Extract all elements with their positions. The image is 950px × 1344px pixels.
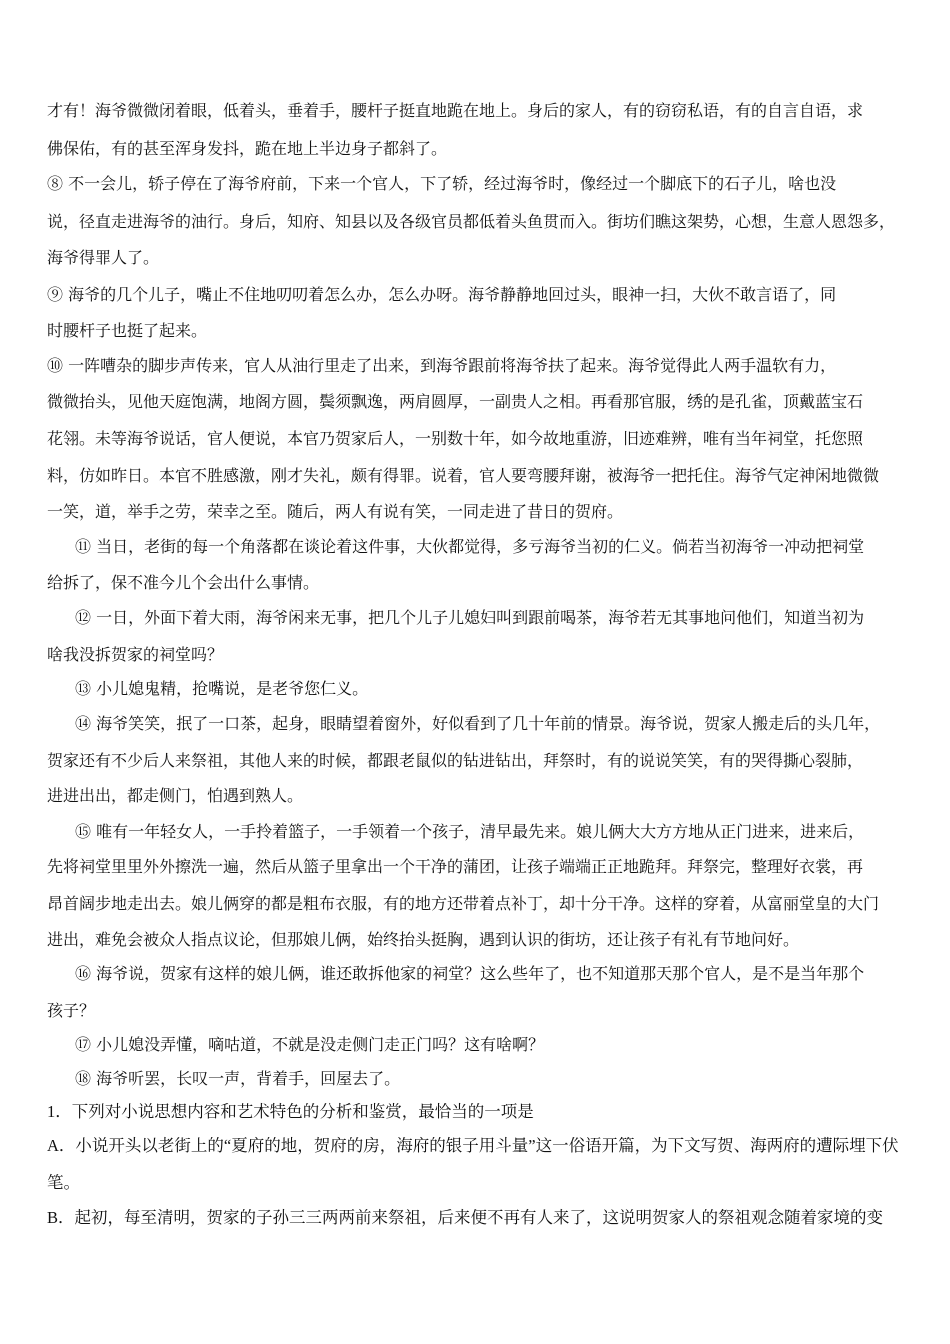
paragraph-8-start: ⑧ 不一会儿，轿子停在了海爷府前，下来一个官人，下了轿，经过海爷时，像经过一个脚底下的石子儿，啥也没 xyxy=(47,174,837,193)
text-line: 啥我没拆贺家的祠堂吗？ xyxy=(47,645,224,664)
paragraph-11-start: ⑪ 当日，老街的每一个角落都在谈论着这件事，大伙都觉得，多亏海爷当初的仁义。倘若当初海爷一冲动把祠堂 xyxy=(75,537,865,556)
paragraph-12-start: ⑫ 一日，外面下着大雨，海爷闲来无事，把几个儿子儿媳妇叫到跟前喝茶，海爷若无其事地问他们，知道当初为 xyxy=(75,608,865,627)
paragraph-14-start: ⑭ 海爷笑笑，抿了一口茶，起身，眼睛望着窗外，好似看到了几十年前的情景。海爷说，贺家人搬走后的头几年， xyxy=(75,714,881,733)
paragraph-10-start: ⑩ 一阵嘈杂的脚步声传来，官人从油行里走了出来，到海爷跟前将海爷扶了起来。海爷觉得此人两手温软有力， xyxy=(47,356,837,375)
paragraph-9-start: ⑨ 海爷的几个儿子，嘴止不住地叨叨着怎么办，怎么办呀。海爷静静地回过头，眼神一扫，大伙不敢言语了，同 xyxy=(47,285,837,304)
option-b: B．起初，每至清明，贺家的子孙三三两两前来祭祖，后来便不再有人来了，这说明贺家人的祭祖观念随着家境的变 xyxy=(47,1208,884,1227)
text-line: 进进出出，都走侧门，怕遇到熟人。 xyxy=(47,786,304,805)
question-1-stem: 1．下列对小说思想内容和艺术特色的分析和鉴赏，最恰当的一项是 xyxy=(47,1102,534,1121)
paragraph-15-start: ⑮ 唯有一年轻女人，一手拎着篮子，一手领着一个孩子，清早最先来。娘儿俩大大方方地从正门进来，进来后， xyxy=(75,822,865,841)
paragraph-13-start: ⑬ 小儿媳鬼精，抢嘴说，是老爷您仁义。 xyxy=(75,679,369,698)
paragraph-17-start: ⑰ 小儿媳没弄懂，嘀咕道，不就是没走侧门走正门吗？这有啥啊？ xyxy=(75,1035,545,1054)
text-line: 料，仿如昨日。本官不胜感激，刚才失礼，颇有得罪。说着，官人要弯腰拜谢，被海爷一把托住。海爷气定神闲地微微 xyxy=(47,466,880,485)
text-line: 海爷得罪人了。 xyxy=(47,248,160,267)
paragraph-16-start: ⑯ 海爷说，贺家有这样的娘儿俩，谁还敢拆他家的祠堂？这么些年了，也不知道那天那个官人，是不是当年那个 xyxy=(75,964,865,983)
text-line: 时腰杆子也挺了起来。 xyxy=(47,321,208,340)
text-line: 才有！海爷微微闭着眼，低着头，垂着手，腰杆子挺直地跪在地上。身后的家人，有的窃窃私语，有的自言自语，求 xyxy=(47,101,864,120)
text-line: 贺家还有不少后人来祭祖，其他人来的时候，都跟老鼠似的钻进钻出，拜祭时，有的说说笑笑，有的哭得撕心裂肺， xyxy=(47,751,864,770)
text-line: 进出，难免会被众人指点议论，但那娘儿俩，始终抬头挺胸，遇到认识的街坊，还让孩子有礼有节地问好。 xyxy=(47,930,800,949)
option-a-cont: 笔。 xyxy=(47,1173,80,1192)
text-line: 昂首阔步地走出去。娘儿俩穿的都是粗布衣服，有的地方还带着点补丁，却十分干净。这样的穿着，从富丽堂皇的大门 xyxy=(47,894,880,913)
text-line: 花翎。未等海爷说话，官人便说，本官乃贺家后人，一别数十年，如今故地重游，旧迹难辨，唯有当年祠堂，托您照 xyxy=(47,429,864,448)
text-line: 微微抬头，见他天庭饱满，地阁方圆，鬓须飘逸，两肩圆厚，一副贵人之相。再看那官服，绣的是孔雀，顶戴蓝宝石 xyxy=(47,392,864,411)
paragraph-18-start: ⑱ 海爷听罢，长叹一声，背着手，回屋去了。 xyxy=(75,1069,401,1088)
text-line: 说，径直走进海爷的油行。身后，知府、知县以及各级官员都低着头鱼贯而入。街坊们瞧这架势，心想，生意人恩怨多， xyxy=(47,212,896,231)
text-line: 先将祠堂里里外外擦洗一遍，然后从篮子里拿出一个干净的蒲团，让孩子端端正正地跪拜。拜祭完，整理好衣裳，再 xyxy=(47,857,864,876)
text-line: 佛保佑，有的甚至浑身发抖，跪在地上半边身子都斜了。 xyxy=(47,139,448,158)
option-a: A．小说开头以老街上的“夏府的地，贺府的房，海府的银子用斗量”这一俗语开篇，为下文写贺、海两府的遭际埋下伏 xyxy=(47,1136,899,1155)
text-line: 孩子？ xyxy=(47,1001,96,1020)
text-line: 一笑，道，举手之劳，荣幸之至。随后，两人有说有笑，一同走进了昔日的贺府。 xyxy=(47,502,624,521)
text-line: 给拆了，保不准今儿个会出什么事情。 xyxy=(47,573,320,592)
